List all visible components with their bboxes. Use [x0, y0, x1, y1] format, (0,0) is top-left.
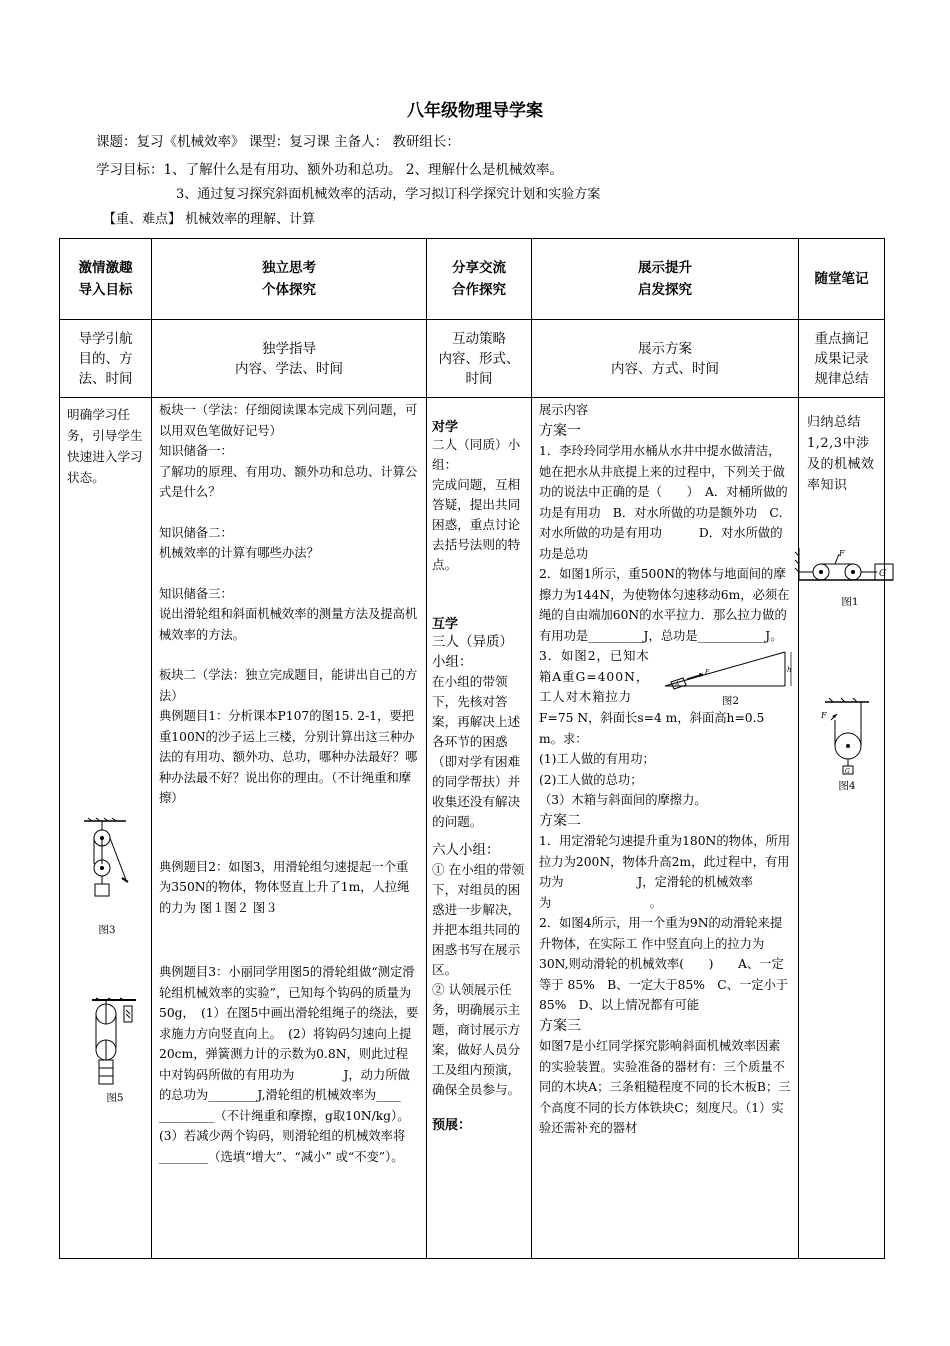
- example-3: 典例题目3：小丽同学用图5的滑轮组做“测定滑轮组机械效率的实验”，已知每个钩码的质量为50g， (1）在图5中画出滑轮组绳子的绕法，要求施力方向竖直向上。 (2）将钩码匀速向上提20cm，弹簧测力计的示数为0.8N，则此过程中对钩码所做的有用功为 J，动力所做的总功为________J,滑轮组的机械效率为____ _________（不计绳重和摩擦，g取10N/kg）。 (3）若减少两个钩码，则滑轮组的机械效率将________（选填“增大”、“减小” 或“不变”）。: [159, 965, 419, 1164]
- example-2: 典例题目2：如图3，用滑轮组匀速提起一个重为350N的物体，物体竖直上升了1m，人拉绳的力为 图１图２ 图３: [159, 859, 410, 915]
- goals-line-1: 学习目标：1、了解什么是有用功、额外功和总功。 2、理解什么是机械效率。: [96, 162, 563, 178]
- svg-text:h: h: [787, 666, 792, 674]
- knowledge-1-text: 了解功的原理、有用功、额外功和总功、计算公式是什么？: [159, 464, 418, 499]
- example-1: 典例题目1：分析课本P107的图15. 2-1，要把重100N的沙子运上三楼，分别计算出这三种办法的有用功、额外功、总功，哪种办法最好？哪种办法最不好？说出你的理由。（不计绳重和摩擦）: [159, 709, 418, 805]
- plan-c-title: 方案三: [539, 1017, 581, 1034]
- page-title: 八年级物理导学案: [407, 101, 543, 121]
- pair-study-heading: 对学: [432, 420, 459, 435]
- plan-a-q2: 2．如图1所示，重500N的物体与地面间的摩擦力为144N，为使物体匀速移动6m，必须在 绳的自由端加60N的水平拉力．那么拉力做的有用功是_________J，总功是___________J。: [539, 567, 790, 643]
- subheader-col2: 独学指导 内容、学法、时间: [152, 320, 427, 398]
- svg-text:A: A: [675, 681, 680, 688]
- header-col5: 随堂笔记: [799, 239, 885, 320]
- plan-b-title: 方案二: [539, 812, 581, 829]
- col1-guide: [60, 398, 152, 1259]
- block1-intro: 板块一（学法：仔细阅读课本完成下列问题，可以用双色笔做好记号）: [159, 403, 418, 438]
- fig4-caption: 图4: [838, 780, 856, 792]
- fig5-caption: 图5: [106, 1092, 124, 1104]
- fig3-caption: 图3: [98, 924, 116, 936]
- pulley-figure-4: [819, 698, 875, 793]
- plan-a-q3-part2: (2)工人做的总功；: [539, 772, 643, 787]
- col2-self-study: [152, 398, 427, 1259]
- trio-group: 三人（异质）小组：: [432, 634, 513, 670]
- goals-line-2: 3、通过复习探究斜面机械效率的活动，学习拟订科学探究计划和实验方案: [176, 187, 601, 202]
- svg-text:G: G: [845, 768, 850, 775]
- fig2-caption: 图2: [721, 694, 740, 707]
- plan-b-q2: 2．如图4所示，用一个重为9N的动滑轮来提升物体，在实际工 作中竖直向上的拉力为30N,则动滑轮的机械效率( ) A、一定等于 85% B、一定大于85% C、一定小于 85% D、以上情况都有可能: [539, 916, 789, 1012]
- subheader-col5: 重点摘记 成果记录 规律总结: [799, 320, 885, 398]
- pulley-figure-3: [82, 818, 132, 937]
- knowledge-2-label: 知识储备二：: [159, 525, 233, 540]
- subheader-col3: 互动策略 内容、形式、 时间: [427, 320, 532, 398]
- knowledge-1-label: 知识储备一：: [159, 444, 233, 458]
- trio-task: 在小组的带领下，先核对答案，再解决上述各环节的困惑（即对学有困难的同学帮扶）并收集还没有解决的问题。: [432, 674, 521, 829]
- notes-text: 归纳总结1,2,3中涉及的机械效率知识: [807, 415, 875, 493]
- block2-intro: 板块二（学法：独立完成题目，能讲出自己的方法）: [159, 668, 418, 703]
- col3-cooperation: [427, 398, 532, 1259]
- guide-text: 明确学习任务，引导学生快速进入学习状态。: [67, 407, 143, 485]
- header-col2: 独立思考 个体探究: [152, 239, 427, 320]
- plan-a-title: 方案一: [539, 422, 581, 439]
- subheader-col1: 导学引航 目的、方 法、时间: [60, 320, 152, 398]
- plan-a-q3-part1: (1)工人做的有用功；: [539, 752, 655, 766]
- header-row: [60, 239, 885, 320]
- plan-a-q3-part3: （3）木箱与斜面间的摩擦力。: [539, 793, 707, 807]
- knowledge-3-text: 说出滑轮组和斜面机械效率的测量方法及提高机械效率的方法。: [159, 607, 418, 642]
- pulley-figure-5: [90, 998, 140, 1105]
- six-task-2: ② 认领展示任务，明确展示主题，商讨展示方案，做好人员分工及组内预演，确保全员参与。: [432, 982, 521, 1097]
- svg-text:F: F: [821, 711, 827, 720]
- pair-group: 二人（同质）小组：: [432, 437, 521, 472]
- presentation-intro: 展示内容: [539, 403, 589, 417]
- col5-notes: [799, 398, 885, 1259]
- content-row: [60, 398, 885, 1259]
- key-points: 【重、难点】 机械效率的理解、计算: [103, 212, 316, 227]
- header-col1: 激情激趣 导入目标: [60, 239, 152, 320]
- subheader-col4: 展示方案 内容、方式、时间: [532, 320, 799, 398]
- header-col3: 分享交流 合作探究: [427, 239, 532, 320]
- pair-task: 完成问题，互相答疑，提出共同困惑，重点讨论去括号法则的特点。: [432, 477, 521, 572]
- header-col4: 展示提升 启发探究: [532, 239, 799, 320]
- svg-text:F: F: [705, 669, 710, 676]
- pulley-figure-1: [795, 548, 895, 609]
- subheader-row: [60, 320, 885, 398]
- plan-a-q1: 1．李玲玲同学用水桶从水井中提水做清洁，她在把水从井底提上来的过程中，下列关于做功的说法中正确的是（ ） A．对桶所做的功是有用功 B．对水所做的功是额外功 C．对水所做的功是有用功 D．对水所做的功是总功: [539, 444, 792, 561]
- fig1-caption: 图1: [841, 596, 859, 608]
- six-task-1: ① 在小组的带领下，对组员的困惑进一步解决，并把本组共同的困惑书写在展示区。: [432, 862, 525, 977]
- plan-c-q1: 如图7是小红同学探究影响斜面机械效率因素的实验装置。实验准备的器材有：三个质量不同的木块A；三条粗糙程度不同的长木板B；三个高度不同的长方体铁块C；刻度尺。（1）实验还需补充的器材: [539, 1039, 791, 1135]
- mutual-study-heading: 互学: [432, 617, 459, 632]
- preview-heading: 预展：: [432, 1118, 472, 1133]
- knowledge-3-label: 知识储备三：: [159, 586, 233, 601]
- lesson-table: [59, 238, 885, 1259]
- svg-text:F: F: [839, 549, 845, 558]
- six-group: 六人小组：: [432, 842, 500, 858]
- knowledge-2-text: 机械效率的计算有哪些办法？: [159, 546, 319, 560]
- svg-text:G: G: [879, 569, 887, 579]
- incline-figure-2: [663, 648, 798, 711]
- plan-a-q3-start: 3．如图2，已知木箱A重G=400N，工人对木箱拉力: [539, 649, 650, 704]
- plan-a-q3-givens: F=75 N，斜面长s=4 m，斜面高h=0.5 m。求：: [539, 711, 765, 746]
- lesson-meta: 课题：复习《机械效率》 课型：复习课 主备人： 教研组长：: [96, 134, 460, 150]
- col4-presentation: [532, 398, 799, 1259]
- plan-b-q1: 1．用定滑轮匀速提升重为180N的物体，所用拉力为200N，物体升高2m，此过程中，有用功为 J，定滑轮的机械效率为 。: [539, 834, 791, 910]
